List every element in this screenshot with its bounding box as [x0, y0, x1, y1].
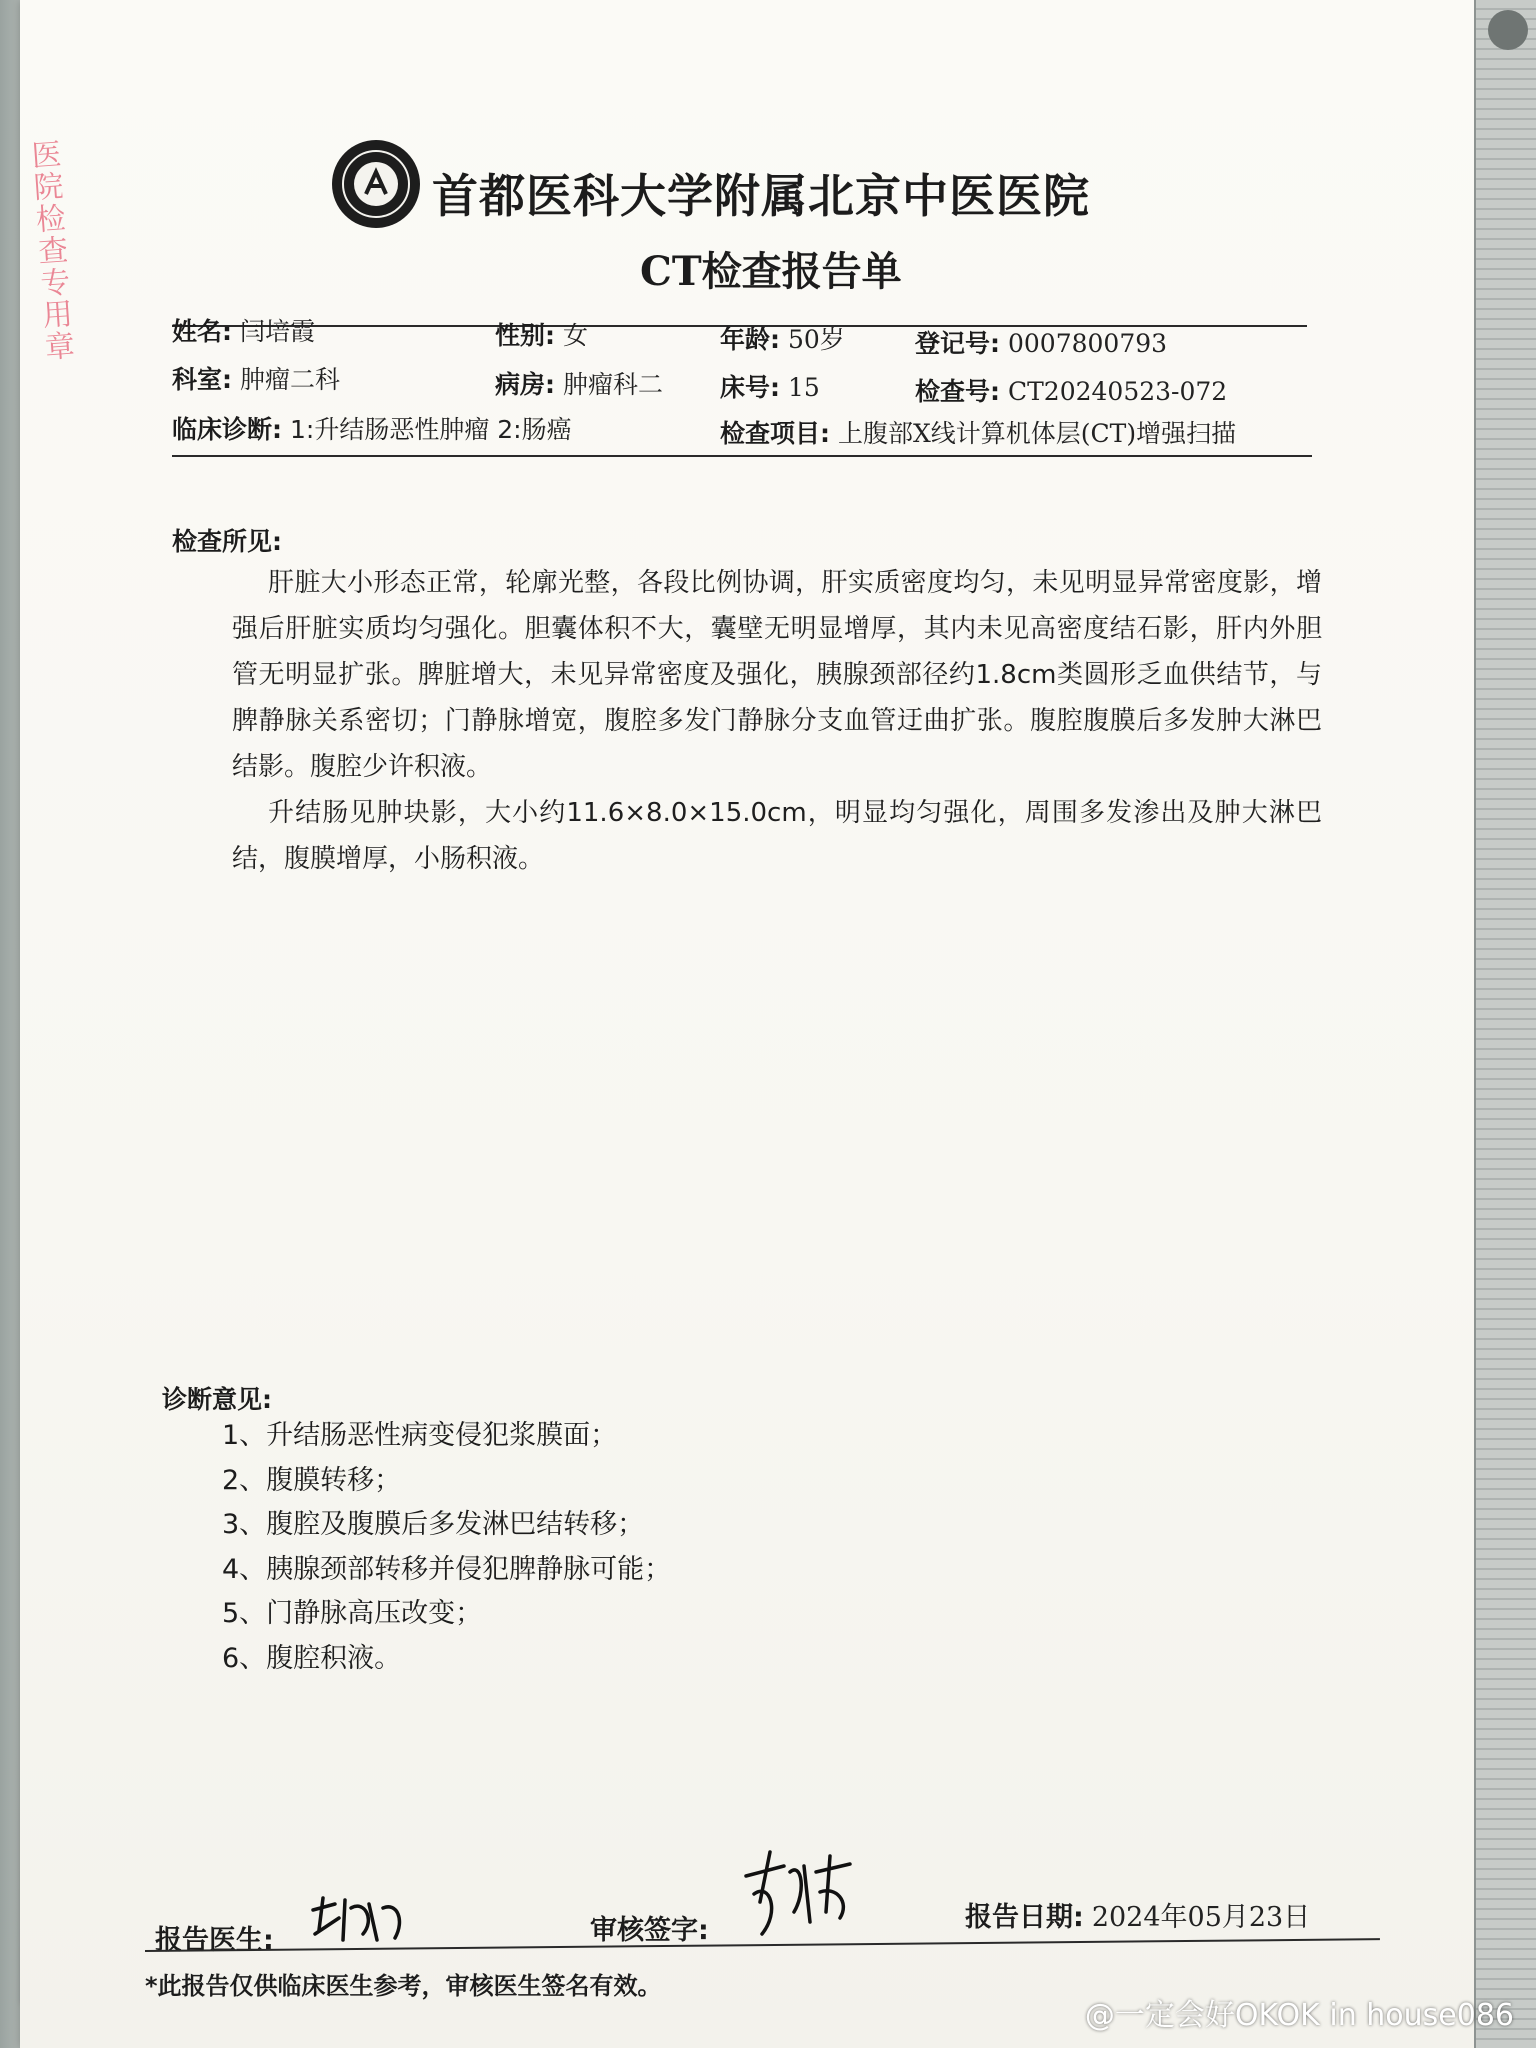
- hospital-logo: [330, 138, 422, 230]
- findings-paragraph-2: 升结肠见肿块影，大小约11.6×8.0×15.0cm，明显均匀强化，周围多发渗出及肿大淋巴结，腹膜增厚，小肠积液。: [232, 798, 1322, 874]
- reviewer-signature: [740, 1842, 860, 1942]
- registration-number: 0007800793: [1008, 329, 1168, 358]
- department-label: 科室:: [172, 365, 232, 394]
- reviewer-label: 审核签字:: [590, 1915, 709, 1946]
- sex-field: [495, 316, 588, 352]
- findings-paragraph-1: 肝脏大小形态正常，轮廓光整，各段比例协调，肝实质密度均匀，未见明显异常密度影，增强后肝脏实质均匀强化。胆囊体积不大，囊壁无明显增厚，其内未见高密度结石影，肝内外胆管无明显扩张。脾脏增大，未见异常密度及强化，胰腺颈部径约1.8cm类圆形乏血供结节，与脾静脉关系密切；门静脉增宽，腹腔多发门静脉分支血管迂曲扩张。腹腔腹膜后多发肿大淋巴结影。腹腔少许积液。: [232, 568, 1322, 782]
- ward-field: [495, 365, 663, 401]
- report-date-label: 报告日期:: [965, 1902, 1084, 1933]
- clinical-diagnosis-field: [172, 410, 572, 446]
- diagnosis-item: 5、门静脉高压改变；: [222, 1598, 483, 1629]
- diagnosis-item: 6、腹腔积液。: [222, 1642, 402, 1674]
- patient-name: 闫培霞: [240, 317, 316, 346]
- sex-label: 性别:: [495, 321, 555, 350]
- findings-heading: 检查所见:: [172, 527, 282, 556]
- red-seal-stamp: 医院检查专用章: [24, 137, 76, 364]
- report-date: 2024年05月23日: [1091, 1902, 1311, 1933]
- bed-value: 15: [788, 373, 820, 402]
- exam-number-field: [915, 372, 1227, 408]
- header-rule-bottom: [172, 455, 1312, 457]
- age-value: 50岁: [788, 325, 845, 354]
- doctor-signature: [305, 1890, 415, 1950]
- bed-label: 床号:: [720, 373, 780, 402]
- diagnosis-item: 2、腹膜转移；: [222, 1464, 402, 1496]
- exam-item-field: [720, 414, 1236, 450]
- doctor-label: 报告医生:: [155, 1925, 274, 1956]
- sex-value: 女: [563, 321, 589, 350]
- diagnosis-heading: 诊断意见:: [162, 1385, 272, 1414]
- exam-item-value: 上腹部X线计算机体层(CT)增强扫描: [838, 419, 1237, 448]
- diagnosis-item: 1、升结肠恶性病变侵犯浆膜面；: [222, 1420, 618, 1451]
- exam-item-label: 检查项目:: [720, 419, 830, 448]
- exam-number: CT20240523-072: [1008, 377, 1228, 406]
- findings-text: [232, 560, 1322, 882]
- binder-rail: [1474, 0, 1536, 2048]
- department-field: [172, 360, 340, 396]
- age-field: [720, 320, 845, 356]
- hospital-name: 首都医科大学附属北京中医医院: [432, 169, 1090, 223]
- diagnosis-list: [222, 1414, 922, 1681]
- registration-field: [915, 324, 1167, 360]
- clinical-diagnosis-label: 临床诊断:: [172, 415, 282, 444]
- department-value: 肿瘤二科: [240, 365, 341, 394]
- binder-clip: [1488, 10, 1528, 50]
- exam-number-label: 检查号:: [915, 377, 1000, 406]
- report-footnote: *此报告仅供临床医生参考，审核医生签名有效。: [145, 1972, 662, 2000]
- diagnosis-item: 4、胰腺颈部转移并侵犯脾静脉可能；: [222, 1553, 672, 1585]
- watermark: @一定会好OKOK in house086: [1084, 1998, 1514, 2033]
- report-date-field: [965, 1895, 1310, 1934]
- report-page: [20, 0, 1475, 2048]
- ward-label: 病房:: [495, 370, 555, 399]
- report-title: CT检查报告单: [640, 248, 902, 295]
- name-label: 姓名:: [172, 317, 232, 346]
- bed-field: [720, 368, 820, 404]
- age-label: 年龄:: [720, 325, 780, 354]
- clinical-diagnosis-value: 1:升结肠恶性肿瘤 2:肠癌: [290, 415, 572, 444]
- registration-label: 登记号:: [915, 329, 1000, 358]
- ward-value: 肿瘤科二: [563, 370, 664, 399]
- patient-name-field: [172, 312, 315, 348]
- diagnosis-item: 3、腹腔及腹膜后多发淋巴结转移；: [222, 1509, 645, 1540]
